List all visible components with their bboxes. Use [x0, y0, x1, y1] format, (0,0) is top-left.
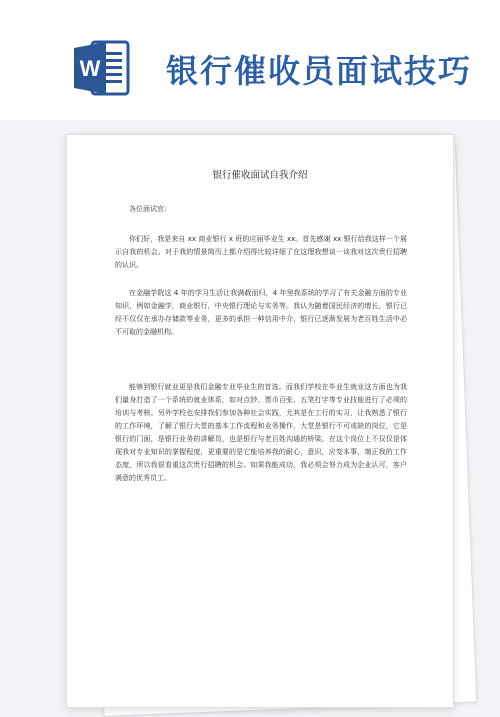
word-document-icon: [70, 36, 134, 100]
document-title: 银行催收面试自我介绍: [212, 170, 308, 181]
header-banner: [0, 0, 500, 120]
word-logo-letter: W: [79, 56, 101, 81]
document-paragraph: 你们好，我是来自 xx 商业银行 x 班的应届毕业生 xx。首先感谢 xx 银行给我这样一个展示自我的机会。对于我的情景简历上都介绍得比较详细了在这理我想谈一谈我对这次贵行招聘的认识。: [115, 235, 407, 269]
document-page: [66, 134, 454, 708]
document-greeting: 各位面试官:: [129, 205, 167, 213]
banner-title: 银行催收员面试技巧: [166, 52, 473, 90]
document-paragraph: 能够到银行就业更是我们金融专业毕业生的首选。而我们学校在毕业生就业这方面也为我们量身打造了一个系统的就业体系，如对点钞、票币百张、五笔打字等专业技能进行了必须的培训与考核。另外学校也安排我们参加各种社会实践，尤其是在工行的实习，让我熟悉了银行的工作环境，了解了银行大堂的基本工作流程和业务操作，大堂是银行不可或缺的岗位，它是银行的门面，是银行业务的讲解员，也是银行与老百姓沟通的桥梁。在这个岗位上不仅仅是体现我对专业知识的掌握程度，更重要的是它能培养我的耐心，意识，应变本事，端正我的工作态度，所以我很看重这次贵行招聘的机会。如果我能成功，我必须会努力成为企业认可，客户满意的优秀员工。: [115, 383, 407, 482]
document-paragraph: 在金融学院这 4 年的学习生活让我满载而归，4 年里我系统的学习了有关金融方面的专业知识，例如金融学，商业银行，中央银行理论与实务等。我认为随着国民经济的增长，银行已经不仅仅在承办存储款等业务，更多的承担一种信用中介，银行已逐渐发展为老百姓生活中必不可取的金融机构。: [115, 289, 407, 336]
